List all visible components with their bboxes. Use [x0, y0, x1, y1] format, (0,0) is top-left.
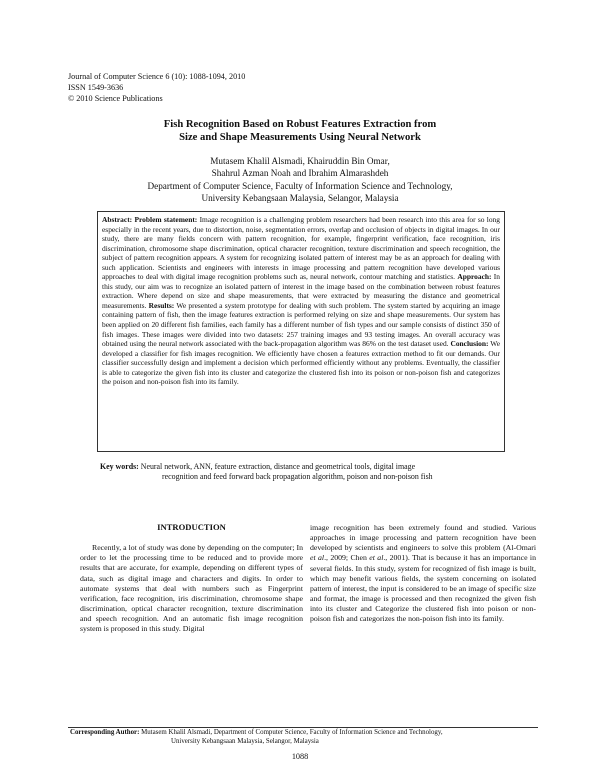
paper-title — [0, 118, 600, 144]
title-line-2: Size and Shape Measurements Using Neural Network — [179, 132, 421, 143]
keywords-block — [100, 462, 504, 482]
abstract-box — [97, 211, 505, 452]
keywords-line-2: recognition and feed forward back propagation algorithm, poison and non-poison fish — [162, 472, 433, 482]
authors-line-1: Mutasem Khalil Alsmadi, Khairuddin Bin Omar, — [210, 156, 390, 166]
citation-et-al-2: et al — [369, 553, 384, 563]
right-column — [310, 523, 536, 625]
authors-line-2: Shahrul Azman Noah and Ibrahim Almarashdeh — [211, 168, 389, 179]
corresponding-author-footer — [70, 729, 540, 747]
corresponding-author-label: Corresponding Author: — [70, 729, 140, 736]
author-block — [0, 155, 600, 205]
introduction-heading: INTRODUCTION — [157, 522, 226, 532]
intro-right-part-b: ., 2009; Chen — [324, 553, 370, 563]
journal-issn: ISSN 1549-3636 — [68, 83, 124, 92]
left-column — [80, 521, 303, 635]
intro-right-part-c: ., 2001). That is because it has an importance in several fields. In this study, system for recognized of fish image is built, which may benefit various fields, the system concerning on isolated pattern of interest, the input is considered to be an image of specific size and format, the image is processed and then recognized the given fish into its cluster and Categorize the clustered fish into poison or non-poison fish and categorizes the non-poison fish into its family. — [310, 553, 536, 624]
affiliation-line-2: University Kebangsaan Malaysia, Selangor, Malaysia — [201, 193, 399, 204]
page-number: 1088 — [291, 752, 309, 761]
problem-statement-text: Image recognition is a challenging problem researchers had been research into this area for so long especially in the recent years, due to distortion, noise, segmentation errors, overlap and occlusion of objects in digital images. In our study, there are many fields concern with pattern recognition, for example, fingerprint verification, face recognition, iris discrimination, chromosome shape discrimination, optical character recognition, texture discrimination and speech recognition, the subject of pattern recognition appears. A system for recognizing isolated pattern of interest may be as an approach for dealing with such application. Scientists and engineers with interests in image processing and pattern recognition have developed various approaches to deal with digital image recognition problems such as, neural network, contour matching and statistics. — [102, 215, 500, 282]
journal-header — [68, 71, 245, 104]
keywords-label: Key words: — [100, 462, 139, 471]
citation-et-al-1: et al — [310, 553, 325, 563]
footer-divider — [68, 727, 538, 728]
abstract-label: Abstract: — [102, 215, 133, 224]
intro-right-part-a: image recognition has been extremely found and studied. Various approaches in image processing and pattern recognition have been developed by scientists and engineers to solve this problem (Al-Omari — [310, 523, 536, 553]
title-line-1: Fish Recognition Based on Robust Features Extraction from — [163, 119, 437, 130]
journal-copyright: © 2010 Science Publications — [68, 94, 163, 103]
intro-paragraph-left: Recently, a lot of study was done by depending on the computer; In order to let the processing time to be reduced and to provide more results that are accurate, for example, depending on different types of data, such as digital image and characters and digits. In order to automate systems that deal with numbers such as Fingerprint verification, face recognition, iris discrimination, chromosome shape discrimination, optical character recognition, texture discrimination and speech recognition. And an automatic fish image recognition system is proposed in this study. Digital — [80, 543, 303, 634]
results-text: We presented a system prototype for dealing with such problem. The system started by acquiring an image containing pattern of fish, then the image features extraction is performed relying on size and shape measurements. Our system has been applied on 20 different fish families, each family has a different number of fish types and our sample consists of distinct 350 of fish images. These images were divided into two datasets: 257 training images and 93 testing images. An overall accuracy was obtained using the neural network associated with the back-propagation algorithm was 86% on the test dataset used. — [102, 300, 501, 349]
affiliation-line-1: Department of Computer Science, Faculty of Information Science and Technology, — [147, 180, 453, 191]
keywords-line-1: Neural network, ANN, feature extraction, distance and geometrical tools, digital image — [138, 462, 416, 471]
problem-statement-label: Problem statement: — [134, 215, 198, 224]
journal-citation: Journal of Computer Science 6 (10): 1088-1094, 2010 — [68, 72, 246, 81]
conclusion-label: Conclusion: — [450, 339, 489, 349]
intro-paragraph-right — [310, 523, 536, 625]
conclusion-text: We developed a classifier for fish images recognition. We efficiently have chosen a features extraction method to fit our demands. Our classifier successfully design and implement a decision which performed efficiently without any problems. Eventually, the classifier is able to categorize the given fish into its cluster and categorize the clustered fish into its poison or non-poison fish and categorizes the poison and non-poison fish into its family. — [102, 339, 500, 387]
corresponding-author-line-2: University Kebangsaan Malaysia, Selangor, Malaysia — [171, 737, 319, 745]
abstract-text — [102, 215, 500, 387]
results-label: Results: — [148, 300, 175, 310]
approach-text: In this study, our aim was to recognize an isolated pattern of interest in the image based on the combination between robust features extraction. Where depend on size and shape measurements, that were extracted by measuring the distance and geometrical measurements. — [102, 272, 501, 310]
corresponding-author-line-1: Mutasem Khalil Alsmadi, Department of Computer Science, Faculty of Information Science and Technology, — [139, 729, 443, 736]
approach-label: Approach: — [457, 272, 492, 282]
